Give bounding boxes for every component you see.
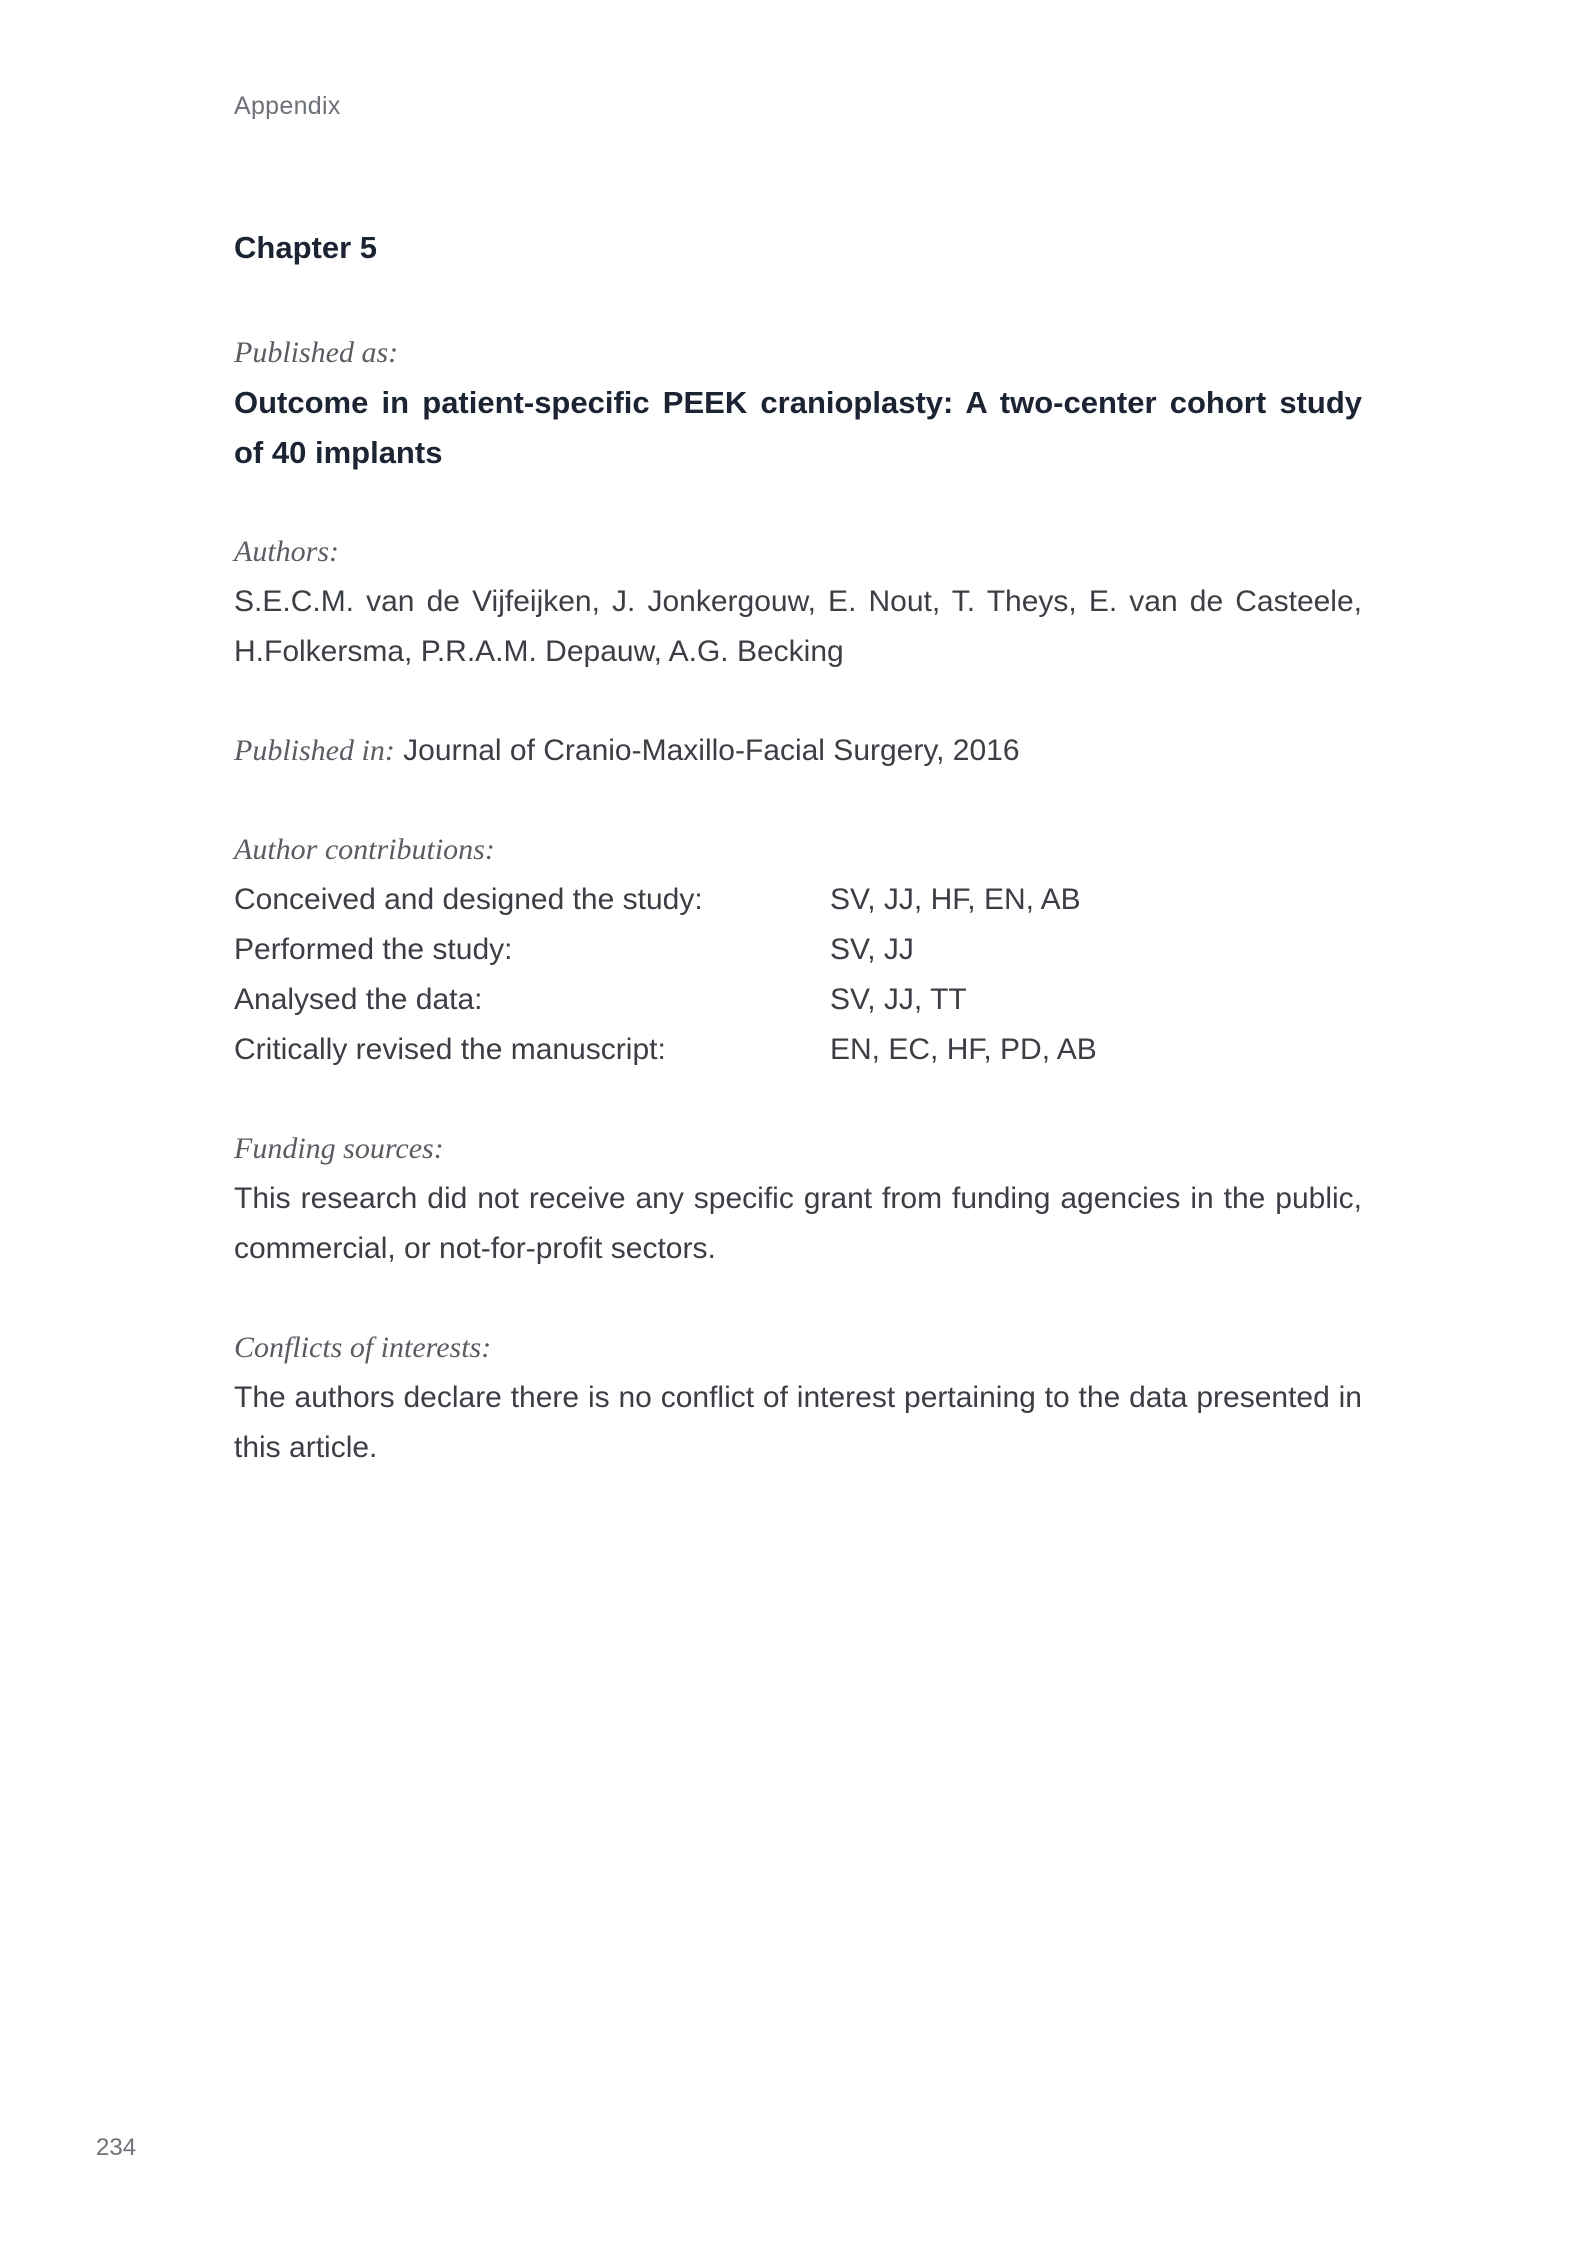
contribution-authors: EN, EC, HF, PD, AB	[830, 1033, 1097, 1066]
journal-citation: Journal of Cranio-Maxillo-Facial Surgery, 2016	[403, 734, 1020, 767]
contribution-authors: SV, JJ, HF, EN, AB	[830, 883, 1081, 916]
authors-list: S.E.C.M. van de Vijfeijken, J. Jonkergouw, E. Nout, T. Theys, E. van de Casteele, H.Folkersma, P.R.A.M. Depauw, A.G. Becking	[234, 585, 1362, 668]
authors-label: Authors:	[234, 535, 339, 568]
contributions-section	[234, 825, 1362, 1075]
published-in-label: Published in:	[234, 734, 395, 767]
paper-title: Outcome in patient-specific PEEK cranioplasty: A two-center cohort study of 40 implants	[234, 385, 1362, 470]
contribution-row	[234, 925, 1362, 975]
contribution-task: Critically revised the manuscript:	[234, 1033, 666, 1066]
conflicts-text: The authors declare there is no conflict of interest pertaining to the data presented in this article.	[234, 1381, 1362, 1464]
contribution-row	[234, 975, 1362, 1025]
page-number: 234	[96, 2134, 137, 2161]
page-content	[234, 230, 1362, 1522]
running-header: Appendix	[234, 92, 341, 120]
published-as-section	[234, 328, 1362, 478]
published-in-section	[234, 726, 1362, 776]
contribution-authors: SV, JJ	[830, 933, 914, 966]
funding-section	[234, 1124, 1362, 1274]
funding-text: This research did not receive any specific grant from funding agencies in the public, commercial, or not-for-profit sectors.	[234, 1182, 1362, 1265]
contribution-task: Performed the study:	[234, 933, 513, 966]
conflicts-label: Conflicts of interests:	[234, 1331, 492, 1364]
contributions-label: Author contributions:	[234, 833, 495, 866]
published-as-label: Published as:	[234, 336, 399, 369]
contribution-task: Analysed the data:	[234, 983, 483, 1016]
contribution-row	[234, 1025, 1362, 1075]
chapter-title: Chapter 5	[234, 230, 377, 265]
contribution-authors: SV, JJ, TT	[830, 983, 967, 1016]
contribution-row	[234, 875, 1362, 925]
funding-label: Funding sources:	[234, 1132, 444, 1165]
authors-section	[234, 527, 1362, 677]
contribution-task: Conceived and designed the study:	[234, 883, 703, 916]
conflicts-section	[234, 1323, 1362, 1473]
